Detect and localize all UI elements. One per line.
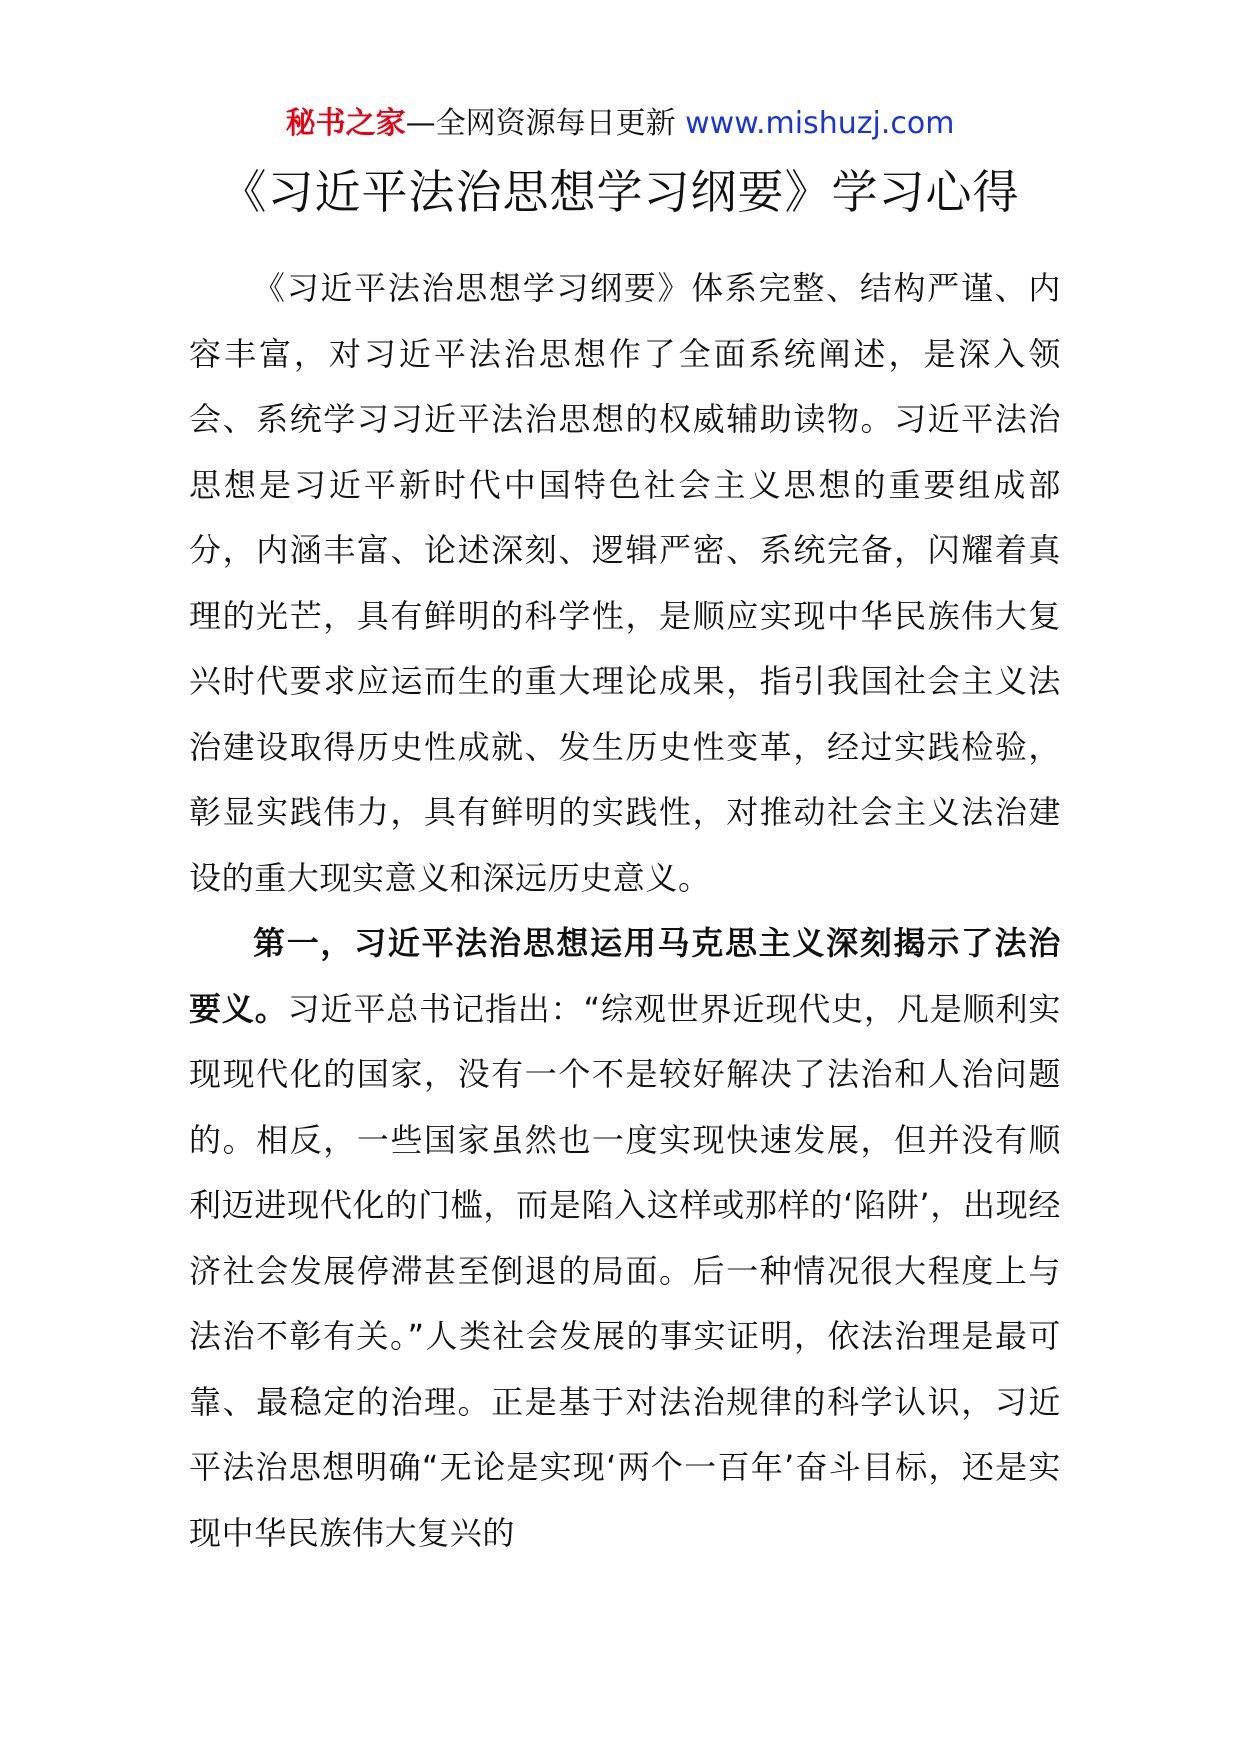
document-body: [189, 256, 1061, 1566]
document-title: 《习近平法治思想学习纲要》学习心得: [220, 165, 1020, 219]
site-brand: 秘书之家: [285, 106, 406, 141]
site-url[interactable]: www.mishuzj.com: [685, 106, 955, 141]
paragraph-2-lead: 第一，习近平法治思想运用马克思主义深刻揭示了法治要义。: [189, 924, 1061, 1028]
paragraph-2: [189, 911, 1061, 1566]
paragraph-2-text: 习近平总书记指出：“综观世界近现代史，凡是顺利实现现代化的国家，没有一个不是较好解决了法治和人治问题的。相反，一些国家虽然也一度实现快速发展，但并没有顺利迈进现代化的门槛，而是陷入这样或那样的‘陷阱’，出现经济社会发展停滞甚至倒退的局面。后一种情况很大程度上与法治不彰有关。”人类社会发展的事实证明，依法治理是最可靠、最稳定的治理。正是基于对法治规律的科学认识，习近平法治思想明确“无论是实现‘两个一百年’奋斗目标，还是实现中华民族伟大复兴的: [189, 989, 1061, 1552]
paragraph-1-text: 《习近平法治思想学习纲要》体系完整、结构严谨、内容丰富，对习近平法治思想作了全面系统阐述，是深入领会、系统学习习近平法治思想的权威辅助读物。习近平法治思想是习近平新时代中国特色社会主义思想的重要组成部分，内涵丰富、论述深刻、逻辑严密、系统完备，闪耀着真理的光芒，具有鲜明的科学性，是顺应实现中华民族伟大复兴时代要求应运而生的重大理论成果，指引我国社会主义法治建设取得历史性成就、发生历史性变革，经过实践检验，彰显实践伟力，具有鲜明的实践性，对推动社会主义法治建设的重大现实意义和深远历史意义。: [189, 269, 1061, 897]
site-banner: [0, 102, 1240, 146]
paragraph-1: [189, 256, 1061, 911]
site-tagline: —全网资源每日更新: [405, 106, 686, 141]
